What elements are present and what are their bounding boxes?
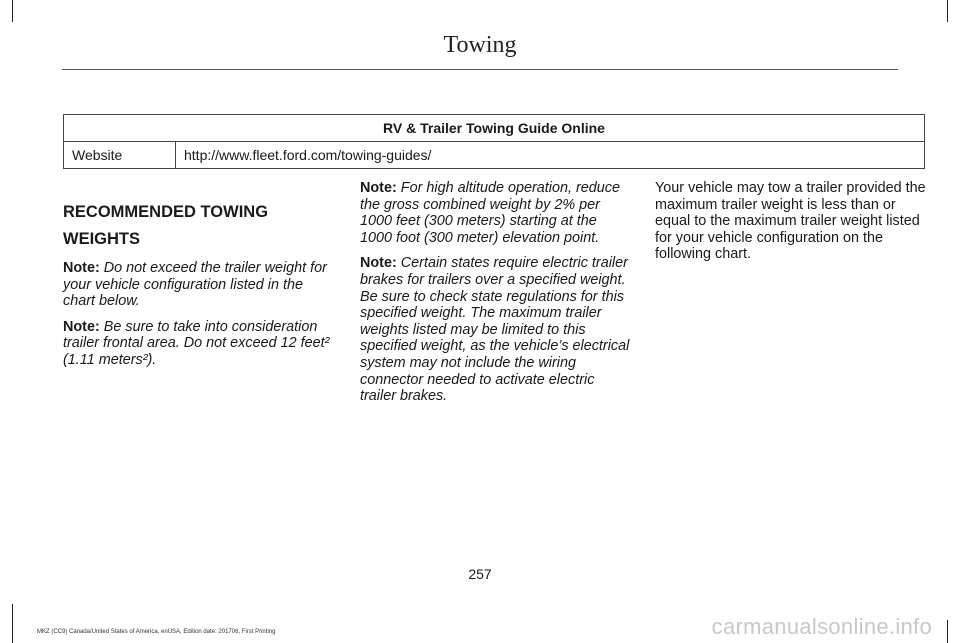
table-cell-value: http://www.fleet.ford.com/towing-guides/ xyxy=(176,142,925,169)
section-heading-line1: RECOMMENDED TOWING xyxy=(63,203,269,221)
table-cell-label: Website xyxy=(64,142,176,169)
page-number: 257 xyxy=(468,566,492,582)
left-column xyxy=(63,180,335,378)
body-paragraph: Your vehicle may tow a trailer provided the maximum trailer weight is less than or equal to the maximum trailer weight listed for your vehicle configuration on the following chart. xyxy=(655,180,926,263)
middle-column xyxy=(360,180,632,414)
note-paragraph xyxy=(63,260,335,310)
note-text: Do not exceed the trailer weight for your vehicle configuration listed in the chart below. xyxy=(63,260,327,310)
note-paragraph xyxy=(63,319,335,369)
towing-guide-table xyxy=(63,114,925,169)
note-paragraph xyxy=(360,255,632,404)
section-heading-line2: WEIGHTS xyxy=(63,230,140,248)
note-label: Note: xyxy=(360,255,397,272)
right-column xyxy=(655,180,927,272)
note-text: Certain states require electric trailer brakes for trailers over a specified weight. Be sure to check state regulations for this specified weight. The maximum trailer weights listed may be limited to this specified weight, as the vehicle’s electrical system may not include the wiring connector needed to activate electric trailer brakes. xyxy=(360,255,630,405)
note-text: Be sure to take into consideration trailer frontal area. Do not exceed 12 feet² (1.11 meters²). xyxy=(63,318,330,368)
section-heading xyxy=(63,199,335,253)
watermark: carmanualsonline.info xyxy=(711,614,932,639)
table-row xyxy=(64,142,925,169)
note-text: For high altitude operation, reduce the gross combined weight by 2% per 1000 feet (300 meters) starting at the 1000 foot (300 meter) elevation point. xyxy=(360,180,620,246)
crop-mark-top-right xyxy=(947,0,948,22)
table-title: RV & Trailer Towing Guide Online xyxy=(64,115,925,142)
header-divider xyxy=(62,69,898,70)
note-paragraph xyxy=(360,180,632,246)
table-header-row xyxy=(64,115,925,142)
page-title: Towing xyxy=(443,32,517,58)
note-label: Note: xyxy=(360,180,397,196)
crop-mark-bottom-right xyxy=(947,620,948,643)
crop-mark-bottom-left xyxy=(12,604,13,643)
crop-mark-top-left xyxy=(12,0,13,22)
note-label: Note: xyxy=(63,260,100,276)
note-label: Note: xyxy=(63,318,100,335)
edition-footer: MKZ (CC9) Canada/United States of America, enUSA, Edition date: 201706, First Printing xyxy=(37,629,276,635)
